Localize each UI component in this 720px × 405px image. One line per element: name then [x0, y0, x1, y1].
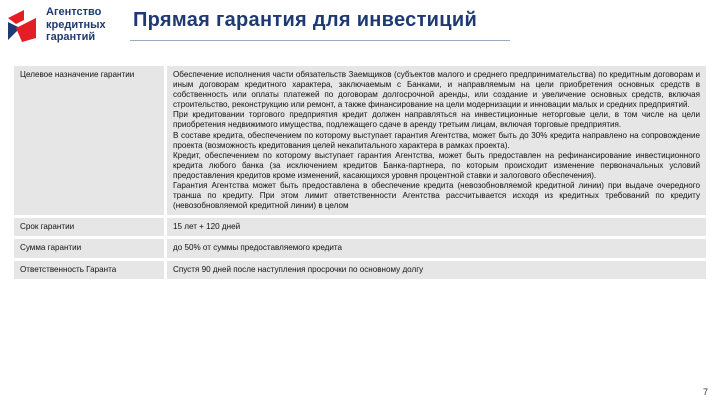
- table-row: [14, 238, 706, 259]
- value-paragraph: 15 лет + 120 дней: [173, 222, 241, 232]
- guarantee-table: [14, 66, 706, 282]
- value-paragraph: Кредит, обеспечением по которому выступает гарантия Агентства, может быть предоставлен на рефинансирование инвестиционного кредита любого банка (за исключением кредитов Банка-партнера, по которым происходит изменение первоначальных условий предоставления кредитов кроме изменений, касающихся уровня процентной ставки и залогового обеспечения).: [173, 150, 700, 180]
- row-label: Ответственность Гаранта: [14, 259, 166, 280]
- table-row: [14, 259, 706, 280]
- agency-logo: [6, 6, 136, 46]
- value-paragraph: Гарантия Агентства может быть предоставлена в обеспечение кредита (невозобновляемой кредитной линии) при выдаче очередного транша по кредиту. При этом лимит ответственности Агентства рассчитывается исходя из кредитных требований по кредиту (невозобновляемой кредитной линии) в целом: [173, 181, 700, 211]
- logo-line: кредитных: [46, 18, 106, 31]
- row-value: [166, 238, 707, 259]
- page-number: 7: [702, 387, 708, 397]
- logo-text: [46, 6, 106, 44]
- logo-line: гарантий: [46, 31, 96, 43]
- value-paragraph: Спустя 90 дней после наступления просрочки по основному долгу: [173, 264, 424, 274]
- value-paragraph: При кредитовании торгового предприятия кредит должен направляться на инвестиционные неторговые цели, в том числе на цели приобретения недвижимого имущества, подлежащего сдаче в аренду третьим лицам, включая торговые предприятия.: [173, 110, 700, 130]
- value-paragraph: Обеспечение исполнения части обязательств Заемщиков (субъектов малого и среднего предпринимательства) по кредитным договорам и иным договорам кредитного характера, заключаемым с Банками, и направляемым на цели приобретения основных средств в собственность или оплаты платежей по договорам долгосрочной аренды, или создание и увеличение основных средств, включая строительство, реконструкцию или ремонт, а также финансирование на цели модернизации и инновации малых и средних предприятий.: [173, 70, 700, 110]
- row-value: [166, 66, 707, 217]
- logo-mark-icon: [6, 8, 42, 44]
- table-row: [14, 66, 706, 217]
- row-label: Целевое назначение гарантии: [14, 66, 166, 217]
- title-divider: [130, 40, 510, 41]
- row-value: [166, 259, 707, 280]
- value-paragraph: В составе кредита, обеспечением по которому выступает гарантия Агентства, может быть до 30% кредита направлено на сопровождение проекта (возможность кредитования целей некапитального характера в рамках проекта).: [173, 130, 700, 150]
- page-title: Прямая гарантия для инвестиций: [133, 9, 478, 31]
- value-paragraph: до 50% от суммы предоставляемого кредита: [173, 243, 343, 253]
- table-row: [14, 217, 706, 238]
- row-label: Срок гарантии: [14, 217, 166, 238]
- row-value: [166, 217, 707, 238]
- logo-line: Агентство: [46, 6, 102, 18]
- row-label: Сумма гарантии: [14, 238, 166, 259]
